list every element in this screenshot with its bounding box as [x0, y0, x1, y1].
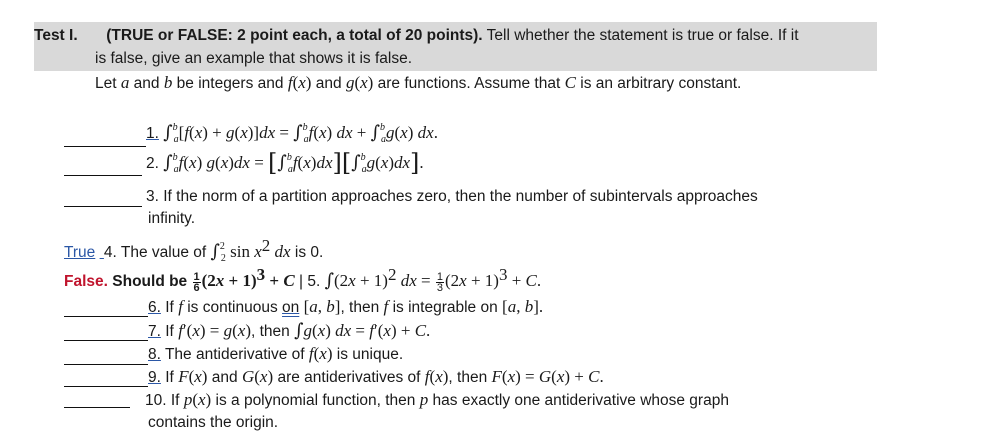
item-8: 8. The antiderivative of f(x) is unique. [148, 344, 404, 363]
item-text-4: The value of [120, 244, 207, 262]
answer-blank-9[interactable] [64, 386, 148, 387]
item-text-4b: is 0. [294, 244, 324, 262]
item-text-7b: , then [251, 323, 290, 340]
item-5: False. Should be $\frac{1}{6}$ $(2x + 1)^3 + C$ | 5. $\int(2x + 1)^2$ dx = $\frac{1}{3}$ $(2x + 1)^3 + C$. [64, 265, 542, 294]
item-number-1: 1. [146, 125, 159, 142]
item-text-9b: and [211, 369, 238, 386]
item-text-9d: , then [448, 369, 488, 386]
item-4: True 4. The value of ∫$^2_2$ $\sin x^2$ dx is 0. [64, 236, 324, 265]
item-1: 1. ∫$^b_a$[f(x) + g(x)]dx = ∫$^b_a$f(x) dx + ∫$^b_a$g(x) dx. [146, 122, 438, 145]
item-9: 9. If F(x) and G(x) are antiderivatives of f(x), then F(x) = G(x) + C. [148, 367, 604, 386]
answer-blank-7[interactable] [64, 340, 148, 341]
test-title-bold: (TRUE or FALSE: 2 point each, a total of 20 points). [106, 27, 483, 44]
item-3-cont [148, 208, 195, 230]
test-title-rest-2: is false, give an example that shows it is false. [95, 50, 413, 67]
item-number-7: 7. [148, 323, 161, 340]
item-text-9a: If [165, 369, 174, 386]
item-7: 7. If f′(x) = g(x), then ∫g(x) dx = f′(x) + C. [148, 320, 431, 341]
item-number-5: 5. [307, 273, 321, 291]
item-text-10c: has exactly one antiderivative whose graph [432, 392, 729, 409]
item-number-9: 9. [148, 369, 161, 386]
answer-blank-2[interactable] [64, 175, 142, 176]
item-number-8: 8. [148, 346, 161, 363]
item-10-cont [148, 412, 278, 434]
item-number-3: 3. [146, 188, 159, 205]
item-text-6b: is continuous [187, 299, 278, 316]
item-number-2: 2. [146, 155, 159, 172]
item-text-3b: infinity. [148, 210, 196, 227]
item-text-8b: is unique. [336, 346, 404, 363]
item-6: 6. If f is continuous on [a, b], then f is integrable on [a, b]. [148, 297, 544, 316]
answer-note-5: Should be [112, 273, 188, 291]
item-text-6c: , then [340, 299, 380, 316]
test-title-rest-1: Tell whether the statement is true or false. If it [482, 27, 799, 44]
answer-5[interactable]: False. [64, 273, 108, 291]
item-sep-5: | [299, 273, 304, 291]
item-number-6: 6. [148, 299, 161, 316]
answer-blank-10[interactable] [64, 407, 130, 408]
item-text-6d: is integrable on [392, 299, 498, 316]
item-text-6-on: on [282, 299, 300, 316]
instruction: Let a and b be integers and f(x) and g(x) are functions. Assume that C is an arbitrary constant. [95, 73, 742, 92]
item-text-10a: If [170, 392, 180, 409]
item-text-3: If the norm of a partition approaches zero, then the number of subintervals approaches [163, 188, 758, 205]
answer-blank-6[interactable] [64, 316, 148, 317]
item-text-10b: is a polynomial function, then [215, 392, 416, 409]
header-line-2 [95, 48, 412, 70]
item-number-4: 4. [103, 244, 117, 262]
item-text-9c: are antiderivatives of [277, 369, 421, 386]
item-text-10d: contains the origin. [148, 414, 279, 431]
answer-blank-3[interactable] [64, 206, 142, 207]
item-text-7a: If [165, 323, 174, 340]
answer-4[interactable]: True [64, 244, 96, 262]
item-2: 2. ∫$^b_a$f(x) g(x)dx = [∫$^b_a$f(x)dx][∫$^b_a$g(x)dx]. [146, 149, 424, 177]
item-3 [146, 186, 758, 208]
item-10: 10. If p(x) is a polynomial function, then p has exactly one antiderivative whose graph [145, 390, 729, 409]
item-text-6a: If [165, 299, 174, 316]
answer-blank-8[interactable] [64, 364, 148, 365]
answer-blank-1[interactable] [64, 146, 146, 147]
header-line-1 [34, 25, 799, 47]
item-text-8a: The antiderivative of [164, 346, 305, 363]
item-number-10: 10. [145, 392, 167, 409]
test-label: Test I. [34, 27, 78, 44]
